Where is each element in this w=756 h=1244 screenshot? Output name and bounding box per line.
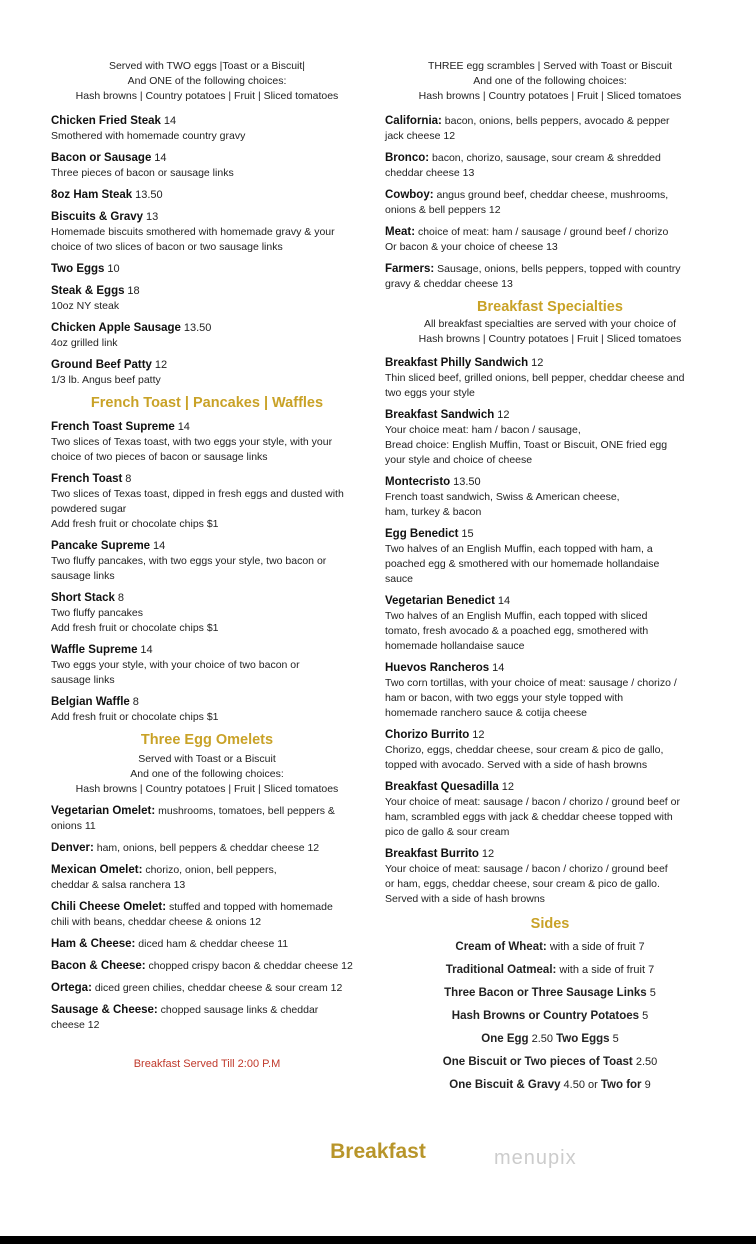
menu-item (51, 695, 363, 725)
item-price: 12 (501, 781, 514, 793)
intro-line: THREE egg scrambles | Served with Toast or Biscuit (427, 60, 673, 72)
french-toast-list (51, 420, 363, 725)
item-price: 14 (153, 540, 166, 552)
item-name: Breakfast Quesadilla (385, 781, 499, 793)
item-description: Sausage, onions, bells peppers, topped with country gravy & cheddar cheese 13 (385, 263, 681, 290)
side-item (385, 1055, 715, 1070)
menu-item (51, 472, 363, 532)
item-description: chorizo, onion, bell peppers, cheddar & salsa ranchera 13 (51, 864, 277, 891)
breakfast-hours-note: Breakfast Served Till 2:00 P.M (133, 1058, 281, 1070)
section-heading-specialties: Breakfast Specialties (477, 299, 623, 315)
menu-item (385, 661, 715, 721)
item-description: Chorizo, eggs, cheddar cheese, sour cream & pico de gallo, topped with avocado. Served with a side of hash browns (385, 744, 664, 771)
menu-item (385, 151, 715, 181)
intro-line: All breakfast specialties are served with your choice of (423, 318, 677, 330)
intro-line: Hash browns | Country potatoes | Fruit | Sliced tomatoes (75, 783, 339, 795)
side-name: One Egg (481, 1033, 529, 1045)
item-description: choice of meat: ham / sausage / ground beef / chorizo Or bacon & your choice of cheese 13 (385, 226, 669, 253)
item-description: French toast sandwich, Swiss & American cheese, ham, turkey & bacon (385, 491, 620, 518)
item-price: 8 (117, 592, 124, 604)
menu-item (385, 780, 715, 840)
item-description: Your choice of meat: sausage / bacon / chorizo / ground beef or ham, eggs, cheddar cheese, sour cream & pico de gallo. Served with a side of hash browns (385, 863, 668, 905)
intro-line: And ONE of the following choices: (127, 75, 287, 87)
side-item (385, 940, 715, 955)
menu-item (385, 262, 715, 292)
item-name: Chorizo Burrito (385, 729, 470, 741)
intro-line: Hash browns | Country potatoes | Fruit | Sliced tomatoes (418, 333, 682, 345)
side-price: 9 (641, 1079, 651, 1091)
item-description: Two slices of Texas toast, with two eggs your style, with your choice of two pieces of bacon or sausage links (51, 436, 333, 463)
item-name: Ortega: (51, 982, 92, 994)
menu-item (51, 114, 363, 144)
side-name: One Biscuit & Gravy (449, 1079, 561, 1091)
menu-item (385, 408, 715, 468)
menu-item (51, 188, 363, 203)
item-price: 13.50 (453, 476, 481, 488)
menu-item (385, 594, 715, 654)
item-description: Two corn tortillas, with your choice of meat: sausage / chorizo / ham or bacon, with two eggs your style topped with homemade ranchero sauce & cotija cheese (385, 677, 677, 719)
item-description: bacon, chorizo, sausage, sour cream & shredded cheddar cheese 13 (385, 152, 661, 179)
menupix-watermark: menupix (494, 1147, 577, 1169)
menu-item (51, 284, 363, 314)
section-heading-omelets: Three Egg Omelets (140, 732, 274, 748)
item-description: mushrooms, tomatoes, bell peppers & onions 11 (51, 805, 335, 832)
item-price: 12 (497, 409, 510, 421)
item-description: Thin sliced beef, grilled onions, bell pepper, cheddar cheese and two eggs your style (385, 372, 685, 399)
item-price: 15 (461, 528, 474, 540)
menu-item (385, 188, 715, 218)
menu-item (51, 841, 363, 856)
item-description: Add fresh fruit or chocolate chips $1 (51, 711, 219, 723)
item-description: Two fluffy pancakes Add fresh fruit or chocolate chips $1 (51, 607, 219, 634)
menu-item (51, 210, 363, 255)
side-price: with a side of fruit 7 (556, 964, 655, 976)
item-price: 14 (492, 662, 505, 674)
item-name: Two Eggs (51, 263, 105, 275)
item-price: 13.50 (135, 189, 163, 201)
side-item (385, 963, 715, 978)
item-name: Breakfast Sandwich (385, 409, 495, 421)
intro-line: Served with TWO eggs |Toast or a Biscuit| (108, 60, 306, 72)
side-price: 5 (646, 987, 656, 999)
sides-list (385, 940, 715, 1093)
item-description: stuffed and topped with homemade chili with beans, cheddar cheese & onions 12 (51, 901, 333, 928)
intro-line: Hash browns | Country potatoes | Fruit | Sliced tomatoes (418, 90, 682, 102)
menu-item (51, 262, 363, 277)
item-price: 12 (481, 848, 495, 860)
item-name: Bronco: (385, 152, 430, 164)
side-item (385, 986, 715, 1001)
menu-item (51, 420, 363, 465)
item-name: Sausage & Cheese: (51, 1004, 158, 1016)
right-column (385, 59, 715, 1101)
menu-item (385, 114, 715, 144)
side-name: Hash Browns or Country Potatoes (451, 1010, 640, 1022)
item-price: 12 (531, 357, 544, 369)
item-name: Breakfast Burrito (385, 848, 479, 860)
item-price: 8 (132, 696, 139, 708)
side-name: Three Bacon or Three Sausage Links (444, 987, 647, 999)
menu-item (385, 728, 715, 773)
item-description: 4oz grilled link (51, 337, 118, 349)
item-name: French Toast (51, 473, 123, 485)
specialties-intro (385, 317, 715, 347)
item-price: 10 (107, 263, 120, 275)
menu-item (51, 937, 363, 952)
menu-item (51, 959, 363, 974)
section-heading-french-toast: French Toast | Pancakes | Waffles (90, 395, 324, 411)
item-description: Two halves of an English Muffin, each topped with sliced tomato, fresh avocado & a poached egg, smothered with homemade hollandaise sauce (385, 610, 649, 652)
menu-item (51, 591, 363, 636)
item-description: Two halves of an English Muffin, each topped with ham, a poached egg & smothered with our homemade hollandaise sauce (385, 543, 660, 585)
side-price: with a side of fruit 7 (546, 941, 645, 953)
menu-item (51, 863, 363, 893)
menu-item (51, 643, 363, 688)
omelets-list (51, 804, 363, 1033)
item-name: Chicken Fried Steak (51, 115, 161, 127)
item-description: Smothered with homemade country gravy (51, 130, 246, 142)
item-price: 18 (127, 285, 140, 297)
item-description: chopped crispy bacon & cheddar cheese 12 (145, 960, 353, 972)
item-description: Two slices of Texas toast, dipped in fresh eggs and dusted with powdered sugar Add fresh fruit or chocolate chips $1 (51, 488, 344, 530)
item-price: 14 (497, 595, 511, 607)
scrambles-list (385, 114, 715, 292)
item-description: diced green chilies, cheddar cheese & sour cream 12 (91, 982, 343, 994)
specialties-list (385, 356, 715, 907)
item-name: Waffle Supreme (51, 644, 138, 656)
item-name: Chicken Apple Sausage (51, 322, 181, 334)
item-name: Ham & Cheese: (51, 938, 136, 950)
menu-item (385, 356, 715, 401)
item-name: Pancake Supreme (51, 540, 151, 552)
item-name: Bacon & Cheese: (51, 960, 146, 972)
side-price: 4.50 or (560, 1079, 601, 1091)
page-title: Breakfast (330, 1140, 426, 1163)
item-description: Your choice meat: ham / bacon / sausage, Bread choice: English Muffin, Toast or Biscuit, ONE fried egg your style and choice of cheese (385, 424, 668, 466)
side-name: Two Eggs (556, 1033, 610, 1045)
side-price: 2.50 (632, 1056, 658, 1068)
item-description: Two eggs your style, with your choice of two bacon or sausage links (51, 659, 300, 686)
menu-item (51, 151, 363, 181)
item-name: Montecristo (385, 476, 451, 488)
item-price: 8 (125, 473, 132, 485)
item-name: Steak & Eggs (51, 285, 125, 297)
item-name: Breakfast Philly Sandwich (385, 357, 529, 369)
intro-line: And one of the following choices: (473, 75, 627, 87)
intro-line: And one of the following choices: (130, 768, 284, 780)
item-description: Your choice of meat: sausage / bacon / chorizo / ground beef or ham, scrambled eggs with jack & cheddar cheese topped with pico de gallo & sour cream (385, 796, 680, 838)
side-item (385, 1032, 715, 1047)
item-name: Biscuits & Gravy (51, 211, 144, 223)
side-name: Cream of Wheat: (455, 941, 547, 953)
right-intro (385, 59, 715, 104)
item-name: Ground Beef Patty (51, 359, 152, 371)
side-name: One Biscuit or Two pieces of Toast (442, 1056, 633, 1068)
side-item (385, 1078, 715, 1093)
item-description: 1/3 lb. Angus beef patty (51, 374, 161, 386)
menu-item (51, 358, 363, 388)
item-name: French Toast Supreme (51, 421, 175, 433)
item-name: Egg Benedict (385, 528, 459, 540)
menu-item (385, 527, 715, 587)
item-description: angus ground beef, cheddar cheese, mushrooms, onions & bell peppers 12 (385, 189, 669, 216)
item-price: 14 (140, 644, 153, 656)
item-name: Cowboy: (385, 189, 434, 201)
side-name: Two for (600, 1079, 642, 1091)
item-name: Bacon or Sausage (51, 152, 152, 164)
bottom-bar (0, 1236, 756, 1244)
side-item (385, 1009, 715, 1024)
item-name: Chili Cheese Omelet: (51, 901, 167, 913)
item-name: Mexican Omelet: (51, 864, 143, 876)
menu-item (51, 804, 363, 834)
item-name: Huevos Rancheros (385, 662, 490, 674)
item-price: 14 (163, 115, 177, 127)
menu-item (51, 900, 363, 930)
item-name: Short Stack (51, 592, 115, 604)
section-heading-sides: Sides (530, 916, 570, 932)
omelets-intro (51, 752, 363, 797)
item-description: Homemade biscuits smothered with homemade gravy & your choice of two slices of bacon or two sausage links (51, 226, 335, 253)
item-name: Farmers: (385, 263, 435, 275)
menu-item (51, 981, 363, 996)
item-description: chopped sausage links & cheddar cheese 12 (51, 1004, 319, 1031)
intro-line: Hash browns | Country potatoes | Fruit | Sliced tomatoes (75, 90, 339, 102)
item-price: 13 (145, 211, 159, 223)
menu-item (385, 847, 715, 907)
menu-item (51, 539, 363, 584)
side-price: 5 (639, 1010, 649, 1022)
left-intro (51, 59, 363, 104)
left-column (51, 59, 363, 1072)
item-name: California: (385, 115, 442, 127)
menu-item (385, 225, 715, 255)
menu-item (51, 1003, 363, 1033)
item-price: 12 (154, 359, 168, 371)
intro-line: Served with Toast or a Biscuit (138, 753, 276, 765)
side-price: 2.50 (528, 1033, 557, 1045)
item-price: 12 (472, 729, 485, 741)
item-description: diced ham & cheddar cheese 11 (135, 938, 289, 950)
side-name: Traditional Oatmeal: (445, 964, 557, 976)
item-name: 8oz Ham Steak (51, 189, 133, 201)
item-name: Belgian Waffle (51, 696, 130, 708)
item-price: 13.50 (183, 322, 212, 334)
item-name: Denver: (51, 842, 94, 854)
menu-item (385, 475, 715, 520)
item-name: Vegetarian Benedict (385, 595, 495, 607)
item-name: Vegetarian Omelet: (51, 805, 156, 817)
item-description: Three pieces of bacon or sausage links (51, 167, 234, 179)
item-description: 10oz NY steak (51, 300, 120, 312)
breakfast-plates-list (51, 114, 363, 388)
item-price: 14 (177, 421, 190, 433)
item-description: ham, onions, bell peppers & cheddar cheese 12 (93, 842, 320, 854)
item-name: Meat: (385, 226, 416, 238)
side-price: 5 (609, 1033, 619, 1045)
item-description: Two fluffy pancakes, with two eggs your style, two bacon or sausage links (51, 555, 327, 582)
item-price: 14 (154, 152, 167, 164)
item-description: bacon, onions, bells peppers, avocado & pepper jack cheese 12 (385, 115, 670, 142)
menu-item (51, 321, 363, 351)
